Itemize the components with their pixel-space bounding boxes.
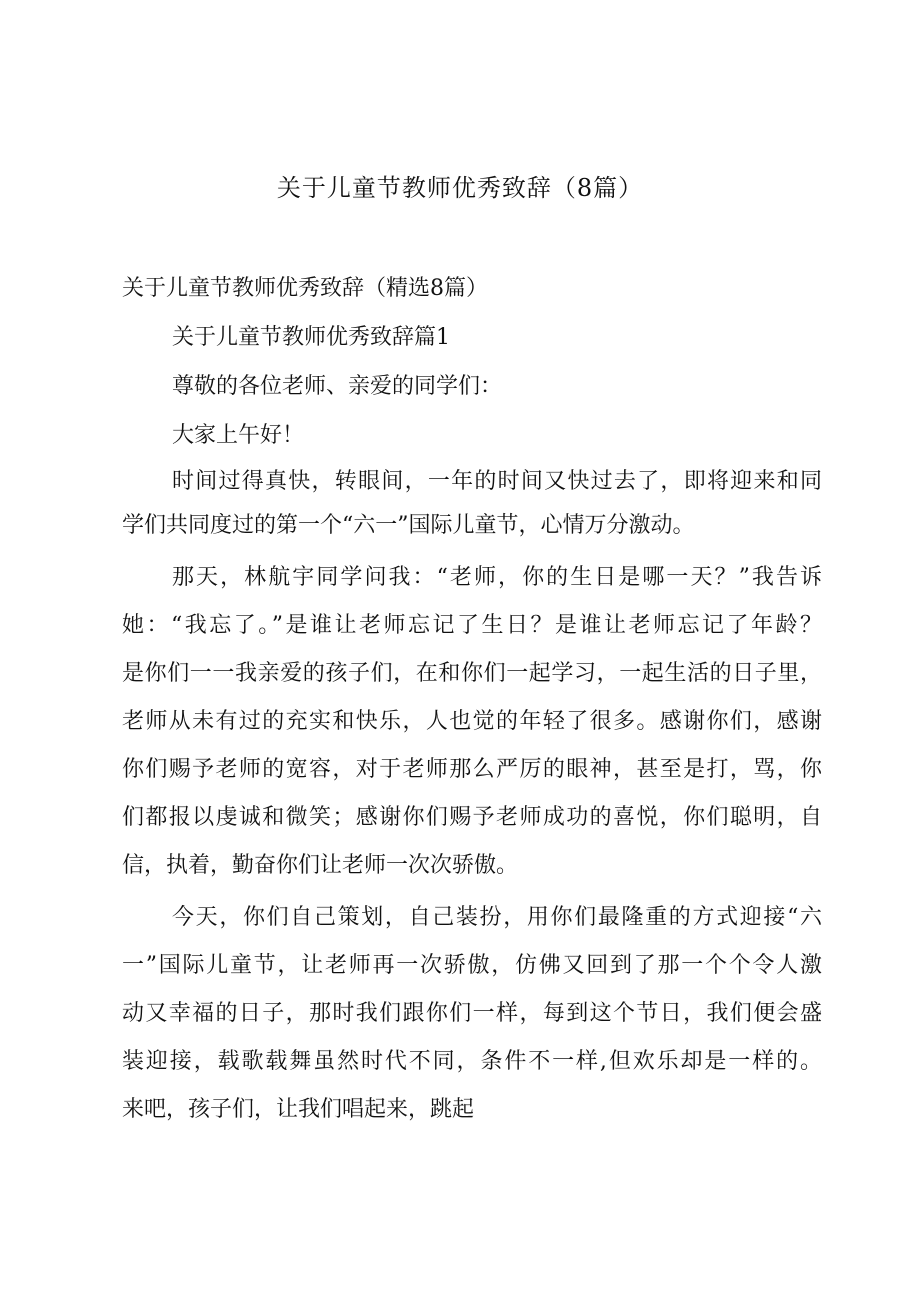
paragraph-line: 今天，你们自己策划，自己装扮，用你们最隆重的方式迎接“六: [172, 905, 822, 930]
paragraph-line: 一”国际儿童节，让老师再一次骄傲，仿佛又回到了那一个个令人激: [122, 953, 822, 978]
section-heading: 关于儿童节教师优秀致辞篇1: [172, 325, 450, 350]
paragraph-line: 是你们一一我亲爱的孩子们，在和你们一起学习，一起生活的日子里，: [122, 661, 822, 686]
paragraph-line: 她：“我忘了。”是谁让老师忘记了生日？是谁让老师忘记了年龄？: [122, 613, 822, 638]
paragraph-line: 老师从未有过的充实和快乐，人也觉的年轻了很多。感谢你们，感谢: [122, 709, 822, 734]
greeting: 大家上午好！: [172, 423, 305, 448]
paragraph-line: 那天，林航宇同学问我：“老师，你的生日是哪一天？”我告诉: [172, 565, 822, 590]
paragraph-line: 学们共同度过的第一个“六一”国际儿童节，心情万分激动。: [122, 513, 695, 538]
paragraph-line: 装迎接，载歌载舞虽然时代不同，条件不一样,但欢乐却是一样的。: [122, 1049, 822, 1074]
paragraph-line: 信，执着，勤奋你们让老师一次次骄傲。: [122, 853, 519, 878]
paragraph-line: 来吧，孩子们，让我们唱起来，跳起: [122, 1097, 475, 1122]
paragraph-line: 你们赐予老师的宽容，对于老师那么严厉的眼神，甚至是打，骂，你: [122, 757, 822, 782]
document-title: 关于儿童节教师优秀致辞（8篇）: [276, 174, 644, 202]
paragraph-line: 时间过得真快，转眼间，一年的时间又快过去了，即将迎来和同: [172, 469, 822, 494]
paragraph-line: 动又幸福的日子，那时我们跟你们一样，每到这个节日，我们便会盛: [122, 1001, 822, 1026]
paragraph-line: 们都报以虔诚和微笑；感谢你们赐予老师成功的喜悦，你们聪明，自: [122, 805, 822, 830]
salutation: 尊敬的各位老师、亲爱的同学们：: [172, 374, 503, 399]
document-subtitle: 关于儿童节教师优秀致辞（精选8篇）: [122, 276, 488, 301]
